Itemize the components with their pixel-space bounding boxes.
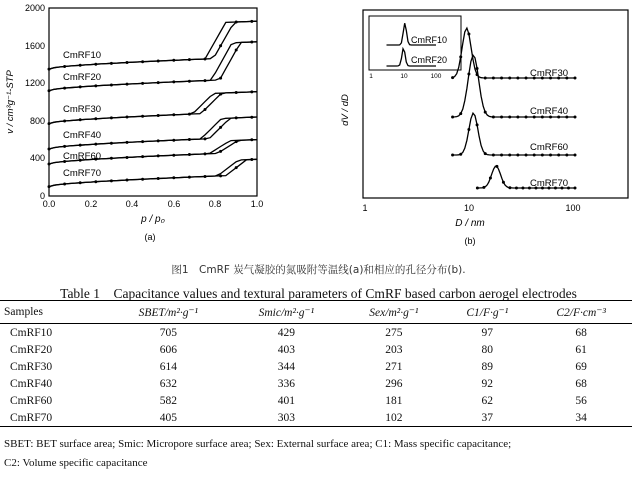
table-cell: 92 <box>481 377 494 390</box>
isotherm-point <box>141 178 144 181</box>
header-samples: Samples <box>0 301 107 324</box>
isotherm-point <box>204 57 207 60</box>
isotherm-point <box>219 150 222 153</box>
isotherm-point <box>235 116 238 119</box>
table-cell: 705 <box>159 326 177 339</box>
isotherm-point <box>48 148 51 151</box>
pore-distribution-point <box>574 187 577 190</box>
table-note-line-2: C2: Volume specific capacitance <box>4 457 148 469</box>
x-tick: 0.2 <box>84 199 98 209</box>
isotherm-point <box>126 141 129 144</box>
isotherm-point <box>157 59 160 62</box>
isotherm-point <box>141 155 144 158</box>
figure-b-pore-distribution <box>318 0 637 258</box>
isotherm-point <box>48 89 51 92</box>
figure-a-curve-labels <box>63 50 101 179</box>
figure-b-ylabel: dV / dD <box>340 94 351 126</box>
pore-distribution-point <box>476 186 479 189</box>
table-cell: 181 <box>385 394 403 407</box>
isotherm-point <box>188 113 191 116</box>
pore-distribution-point <box>516 116 519 119</box>
table-cell: 62 <box>481 394 494 407</box>
pore-distribution-point <box>500 115 503 118</box>
isotherm-point <box>63 145 66 148</box>
pore-distribution-point <box>489 177 492 180</box>
isotherm-point <box>204 137 207 140</box>
pore-distribution-point <box>502 181 505 184</box>
table-cell: 89 <box>481 360 494 373</box>
table-cell: 56 <box>575 394 587 407</box>
header-c2: C2/F·cm⁻³ <box>530 301 632 324</box>
header-sbet: SBET/m²·g⁻¹ <box>107 301 229 324</box>
pore-distribution-point <box>508 116 511 119</box>
isotherm-point <box>126 179 129 182</box>
figure-b-panel-label: (b) <box>464 236 476 246</box>
pore-distribution-point <box>484 111 487 114</box>
pore-distribution-point <box>459 153 462 156</box>
isotherm-adsorption-line <box>49 21 257 69</box>
pore-distribution-point <box>492 77 495 80</box>
pore-distribution-point <box>451 76 454 79</box>
table-cell: 405 <box>107 409 229 427</box>
y-tick: 0 <box>39 191 45 201</box>
table-row <box>0 392 632 409</box>
isotherm-point <box>188 138 191 141</box>
pore-distribution-point <box>459 112 462 115</box>
isotherm-desorption-line <box>49 21 257 69</box>
pore-distribution-point <box>533 154 536 157</box>
curve-label: CmRF60 <box>63 151 102 162</box>
y-tick: 800 <box>29 116 45 126</box>
pore-distribution-point <box>484 76 487 79</box>
table-cell: 401 <box>277 394 295 407</box>
isotherm-point <box>126 83 129 86</box>
x-tick: 10 <box>463 203 475 213</box>
table-cell: 614 <box>159 360 177 373</box>
isotherm-point <box>235 20 238 23</box>
pore-distribution-point <box>574 116 577 119</box>
isotherm-point <box>204 175 207 178</box>
pore-distribution-point <box>516 154 519 157</box>
inset-tick: 1 <box>369 73 373 80</box>
pore-distribution-point <box>574 154 577 157</box>
table-row <box>0 375 632 392</box>
table-cell: 344 <box>277 360 295 373</box>
isotherm-point <box>63 87 66 90</box>
curve-label: CmRF70 <box>63 168 102 179</box>
table-cell: CmRF60 <box>10 394 53 407</box>
isotherm-point <box>172 176 175 179</box>
isotherm-point <box>235 140 238 143</box>
pore-distribution-point <box>549 154 552 157</box>
pore-distribution-point <box>495 165 498 168</box>
isotherm-point <box>172 154 175 157</box>
isotherm-point <box>219 174 222 177</box>
figure-caption-cn: 图1 CmRF 炭气凝胶的氮吸附等温线(a)和相应的孔径分布(b). <box>171 264 466 276</box>
table-cell: 403 <box>277 343 295 356</box>
isotherm-point <box>48 68 51 71</box>
pore-distribution-point <box>459 55 462 58</box>
pore-distribution-point <box>516 77 519 80</box>
pore-distribution-point <box>515 186 518 189</box>
capacitance-table <box>0 300 632 427</box>
isotherm-point <box>172 113 175 116</box>
isotherm-point <box>110 179 113 182</box>
pore-distribution-point <box>451 115 454 118</box>
header-c1: C1/F·g⁻¹ <box>444 301 530 324</box>
pore-distribution-point <box>467 72 470 75</box>
isotherm-point <box>79 181 82 184</box>
curve-label: CmRF40 <box>63 130 102 141</box>
y-tick: 2000 <box>24 3 45 13</box>
pore-distribution-point <box>476 67 479 70</box>
pore-distribution-point <box>467 32 470 35</box>
pore-distribution-point <box>476 123 479 126</box>
pore-distribution-point <box>557 154 560 157</box>
pore-distribution-point <box>521 187 524 190</box>
isotherm-point <box>79 118 82 121</box>
isotherm-point <box>204 108 207 111</box>
y-tick: 400 <box>29 153 45 163</box>
figure-a-y-ticks <box>25 3 45 201</box>
table-cell: 606 <box>159 343 177 356</box>
figure-b-xlabel: D / nm <box>455 218 485 229</box>
curve-label: CmRF20 <box>63 72 102 83</box>
x-tick: 0.8 <box>208 199 222 209</box>
header-sex: Sex/m²·g⁻¹ <box>343 301 444 324</box>
isotherm-point <box>94 180 97 183</box>
pore-distribution-point <box>508 77 511 80</box>
table-cell: 203 <box>385 343 403 356</box>
table-cell: 303 <box>229 409 343 427</box>
figure-b-curve-labels <box>530 68 568 189</box>
isotherm-point <box>126 61 129 64</box>
pore-distribution-point <box>467 128 470 131</box>
isotherm-point <box>250 116 253 119</box>
x-tick: 0.4 <box>125 199 139 209</box>
table-cell: 69 <box>575 360 587 373</box>
table-header-row <box>0 301 632 324</box>
header-smic: Smic/m²·g⁻¹ <box>229 301 343 324</box>
curve-label: CmRF10 <box>63 50 102 61</box>
curve-label: CmRF30 <box>63 104 102 115</box>
isotherm-point <box>48 122 51 125</box>
x-tick: 0.6 <box>167 199 181 209</box>
table-cell: 102 <box>343 409 444 427</box>
table-title: Table 1 Capacitance values and textural parameters of CmRF based carbon aerogel electrodes <box>60 286 577 301</box>
table-cell: 97 <box>481 326 494 339</box>
isotherm-point <box>250 158 253 161</box>
y-tick: 1200 <box>24 78 45 88</box>
isotherm-point <box>188 80 191 83</box>
figure-a-xlabel: p / p₀ <box>141 214 165 225</box>
isotherm-point <box>79 85 82 88</box>
curve-label: CmRF60 <box>530 142 569 153</box>
pore-distribution-point <box>500 77 503 80</box>
inset-tick: 10 <box>400 73 408 80</box>
isotherm-point <box>94 84 97 87</box>
isotherm-point <box>235 48 238 51</box>
table-cell: 582 <box>159 394 177 407</box>
table-cell: 336 <box>277 377 295 390</box>
isotherm-point <box>63 120 66 123</box>
isotherm-point <box>157 81 160 84</box>
table-cell: CmRF30 <box>10 360 53 373</box>
isotherm-point <box>110 142 113 145</box>
table-cell: 275 <box>385 326 403 339</box>
pore-distribution-point <box>482 186 485 189</box>
isotherm-point <box>219 126 222 129</box>
table-cell: 68 <box>575 326 587 339</box>
table-cell: 271 <box>385 360 403 373</box>
isotherm-point <box>79 64 82 67</box>
table-cell: 80 <box>481 343 494 356</box>
isotherm-point <box>157 177 160 180</box>
x-tick: 1 <box>362 203 368 213</box>
isotherm-point <box>157 154 160 157</box>
pore-distribution-point <box>500 154 503 157</box>
y-tick: 1600 <box>24 41 45 51</box>
table-cell: 37 <box>444 409 530 427</box>
isotherm-point <box>94 117 97 120</box>
x-tick: 0.0 <box>42 199 56 209</box>
table-cell: CmRF10 <box>10 326 53 339</box>
figure-b-inset-ticks <box>369 73 442 80</box>
table-note-line-1: SBET: BET surface area; Smic: Micropore surface area; Sex: External surface area; C1: Mass specific capacitance; <box>4 438 512 450</box>
pore-distribution-point <box>508 154 511 157</box>
table-cell: CmRF40 <box>10 377 53 390</box>
inset-curve-label: CmRF10 <box>411 35 448 45</box>
isotherm-point <box>126 156 129 159</box>
table-notes <box>4 435 634 473</box>
isotherm-point <box>141 60 144 63</box>
figure-a-panel-label: (a) <box>144 232 156 242</box>
isotherm-point <box>63 65 66 68</box>
figure-a-ylabel: v / cm³g⁻¹-STP <box>5 70 16 134</box>
isotherm-point <box>235 166 238 169</box>
inset-tick: 100 <box>430 73 442 80</box>
table-cell: CmRF70 <box>0 409 107 427</box>
curve-label: CmRF40 <box>530 106 569 117</box>
isotherm-point <box>235 91 238 94</box>
figure-b-x-ticks <box>362 203 580 213</box>
isotherm-point <box>172 139 175 142</box>
pore-distribution-point <box>565 154 568 157</box>
pore-distribution-point <box>541 154 544 157</box>
curve-label: CmRF70 <box>530 178 569 189</box>
isotherm-point <box>110 157 113 160</box>
table-cell: 61 <box>575 343 587 356</box>
isotherm-point <box>110 83 113 86</box>
x-tick: 100 <box>565 203 581 213</box>
table-row <box>0 341 632 358</box>
isotherm-point <box>79 144 82 147</box>
isotherm-point <box>157 114 160 117</box>
isotherm-point <box>204 152 207 155</box>
table-cell: 68 <box>575 377 587 390</box>
pore-distribution-point <box>525 154 528 157</box>
isotherm-point <box>188 176 191 179</box>
isotherm-point <box>250 138 253 141</box>
isotherm-point <box>141 115 144 118</box>
table-cell: 296 <box>385 377 403 390</box>
isotherm-point <box>219 93 222 96</box>
pore-distribution-point <box>525 77 528 80</box>
pore-distribution-point <box>508 186 511 189</box>
isotherm-point <box>141 82 144 85</box>
isotherm-point <box>157 139 160 142</box>
pore-distribution-point <box>492 115 495 118</box>
inset-curve-label: CmRF20 <box>411 55 448 65</box>
isotherm-point <box>204 79 207 82</box>
curve-label: CmRF30 <box>530 68 569 79</box>
isotherm-point <box>48 185 51 188</box>
isotherm-point <box>219 44 222 47</box>
x-tick: 1.0 <box>250 199 264 209</box>
isotherm-point <box>188 153 191 156</box>
isotherm-point <box>94 143 97 146</box>
pore-distribution-point <box>492 153 495 156</box>
table-row <box>0 324 632 342</box>
isotherm-point <box>94 63 97 66</box>
figure-a-isotherms <box>0 0 318 258</box>
isotherm-point <box>250 90 253 93</box>
pore-distribution-point <box>451 153 454 156</box>
isotherm-point <box>110 62 113 65</box>
isotherm-point <box>126 116 129 119</box>
table-cell: CmRF20 <box>10 343 53 356</box>
table-cell: 429 <box>277 326 295 339</box>
isotherm-point <box>172 80 175 83</box>
isotherm-point <box>48 163 51 166</box>
figure-a-x-ticks <box>43 199 264 209</box>
pore-distribution-point <box>525 116 528 119</box>
isotherm-point <box>250 20 253 23</box>
table-cell: 34 <box>530 409 632 427</box>
pore-distribution-point <box>574 77 577 80</box>
table-cell: 632 <box>159 377 177 390</box>
pore-distribution-point <box>484 152 487 155</box>
isotherm-point <box>141 140 144 143</box>
isotherm-point <box>219 77 222 80</box>
isotherm-point <box>110 116 113 119</box>
table-row <box>0 358 632 375</box>
isotherm-point <box>250 41 253 44</box>
isotherm-point <box>63 183 66 186</box>
isotherm-point <box>188 58 191 61</box>
isotherm-point <box>172 59 175 62</box>
table-row <box>0 409 632 427</box>
